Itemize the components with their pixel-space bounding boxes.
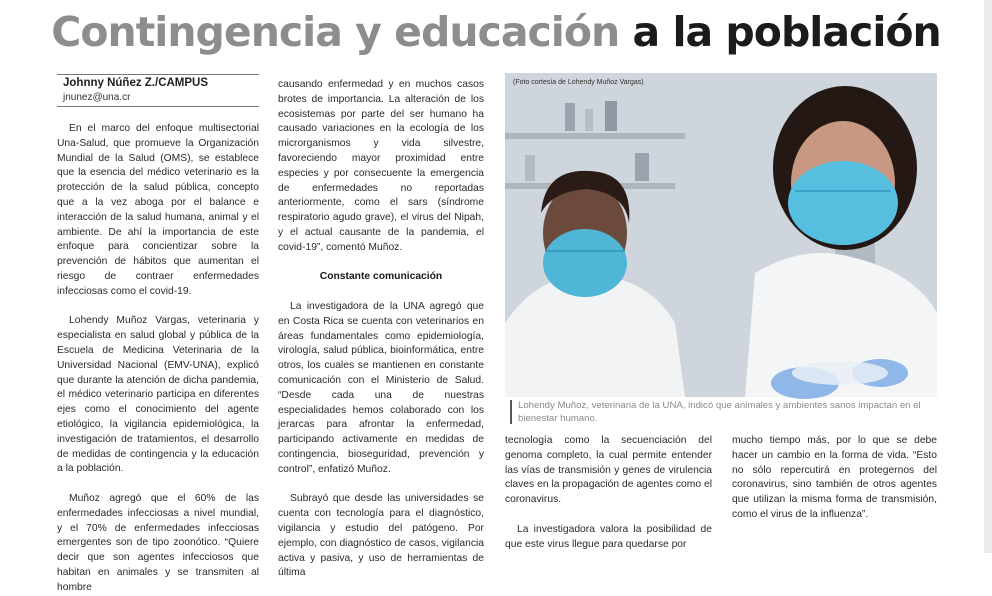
paragraph: causando enfermedad y en muchos casos brotes de importancia. La alteración de los ecosistemas por parte del ser humano ha causado variaciones en la ecología de los microrganismos y vida silvestre, favoreciendo mayor proximidad entre especies y por consecuente la emergencia de enfermedades no reportadas anteriormente, como el sars (síndrome respiratorio agudo grave), el virus del Nipah, y el actual causante de la pandemia, el covid-19”, comentó Muñoz. [278, 79, 484, 253]
subheading: Constante comunicación [319, 271, 443, 283]
headline [0, 4, 992, 60]
paragraph: tecnología como la secuenciación del genoma completo, la cual permite entender las vías de transmisión y genes de virulencia claves en la propagación de agentes como el coronavirus. [505, 435, 712, 506]
paragraph: La investigadora valora la posibilidad de que este virus llegue para quedarse por [505, 523, 712, 550]
paragraph: mucho tiempo más, por lo que se debe hacer un cambio en la forma de vida. “Esto no sólo repercutirá en protegernos del coronavirus, sino también de otros agentes que utilizan la misma forma de transmisión, como el virus de la influenza”. [732, 435, 937, 520]
byline-top-rule [57, 74, 259, 75]
article-column-4 [732, 434, 937, 553]
article-column-3 [505, 434, 712, 553]
article-column-1 [57, 122, 259, 593]
page-edge [984, 0, 992, 553]
byline-email[interactable]: jnunez@una.cr [63, 92, 131, 103]
photo-credit: (Foto cortesía de Lohendy Muñoz Vargas) [513, 79, 644, 86]
paragraph: En el marco del enfoque multisectorial Una-Salud, que promueve la Organización Mundial de la Salud (OMS), se establece que la esencia del médico veterinario es la protección de la salud pública, concepto que a la vez aboga por el balance e interacción de la salud humana, animal y el ambiente. De ahí la importancia de este enfoque para concientizar sobre la prevención de hábitos que aumentan el riesgo de contraer enfermedades infecciosas como el covid-19. [57, 123, 259, 297]
paragraph: Subrayó que desde las universidades se cuenta con tecnología para el diagnóstico, vigilancia y estudio del patógeno. Por ejemplo, con diagnóstico de casos, vigilancia activa y pasiva, y uso de herramientas de última [278, 493, 484, 579]
paragraph: Lohendy Muñoz Vargas, veterinaria y especialista en salud global y pública de la Escuela de Medicina Veterinaria de la Universidad Nacional (EMV-UNA), explicó que durante la atención de dicha pandemia, el médico veterinario participa en diferentes ejes como el conocimiento del agente etiológico, la vigilancia epidemiológica, la investigación de tratamientos, el desarrollo de medidas de contingencia y la educación a la población. [57, 315, 259, 475]
paragraph: Muñoz agregó que el 60% de las enfermedades infecciosas a nivel mundial, y el 70% de enfermedades infecciosas emergentes son de tipo zoonótico. “Quiere decir que son agentes infecciosos que habitan en animales y se transmiten al hombre [57, 492, 259, 593]
headline-part-2: a la población [632, 8, 941, 56]
article-column-2 [278, 78, 484, 579]
article-photo [505, 73, 937, 397]
caption-bar [510, 400, 512, 424]
headline-part-1: Contingencia y educación [51, 8, 620, 56]
photo-caption: Lohendy Muñoz, veterinaria de la UNA, indicó que animales y ambientes sanos impactan en el bienestar humano. [518, 400, 921, 424]
photo-illustration [505, 73, 937, 397]
byline-author: Johnny Núñez Z./CAMPUS [63, 77, 209, 89]
byline-bottom-rule [57, 106, 259, 107]
paragraph: La investigadora de la UNA agregó que en Costa Rica se cuenta con veterinarios en áreas fundamentales como epidemiología, virología, salud pública, bioinformática, entre otros, los cuales se mantienen en constante comunicación con el Ministerio de Salud. “Desde cada una de nuestras especialidades hemos colaborado con los jerarcas para afrontar la enfermedad, participando activamente en medidas de contingencia, bioseguridad, prevención y control”, enfatizó Muñoz. [278, 300, 484, 475]
